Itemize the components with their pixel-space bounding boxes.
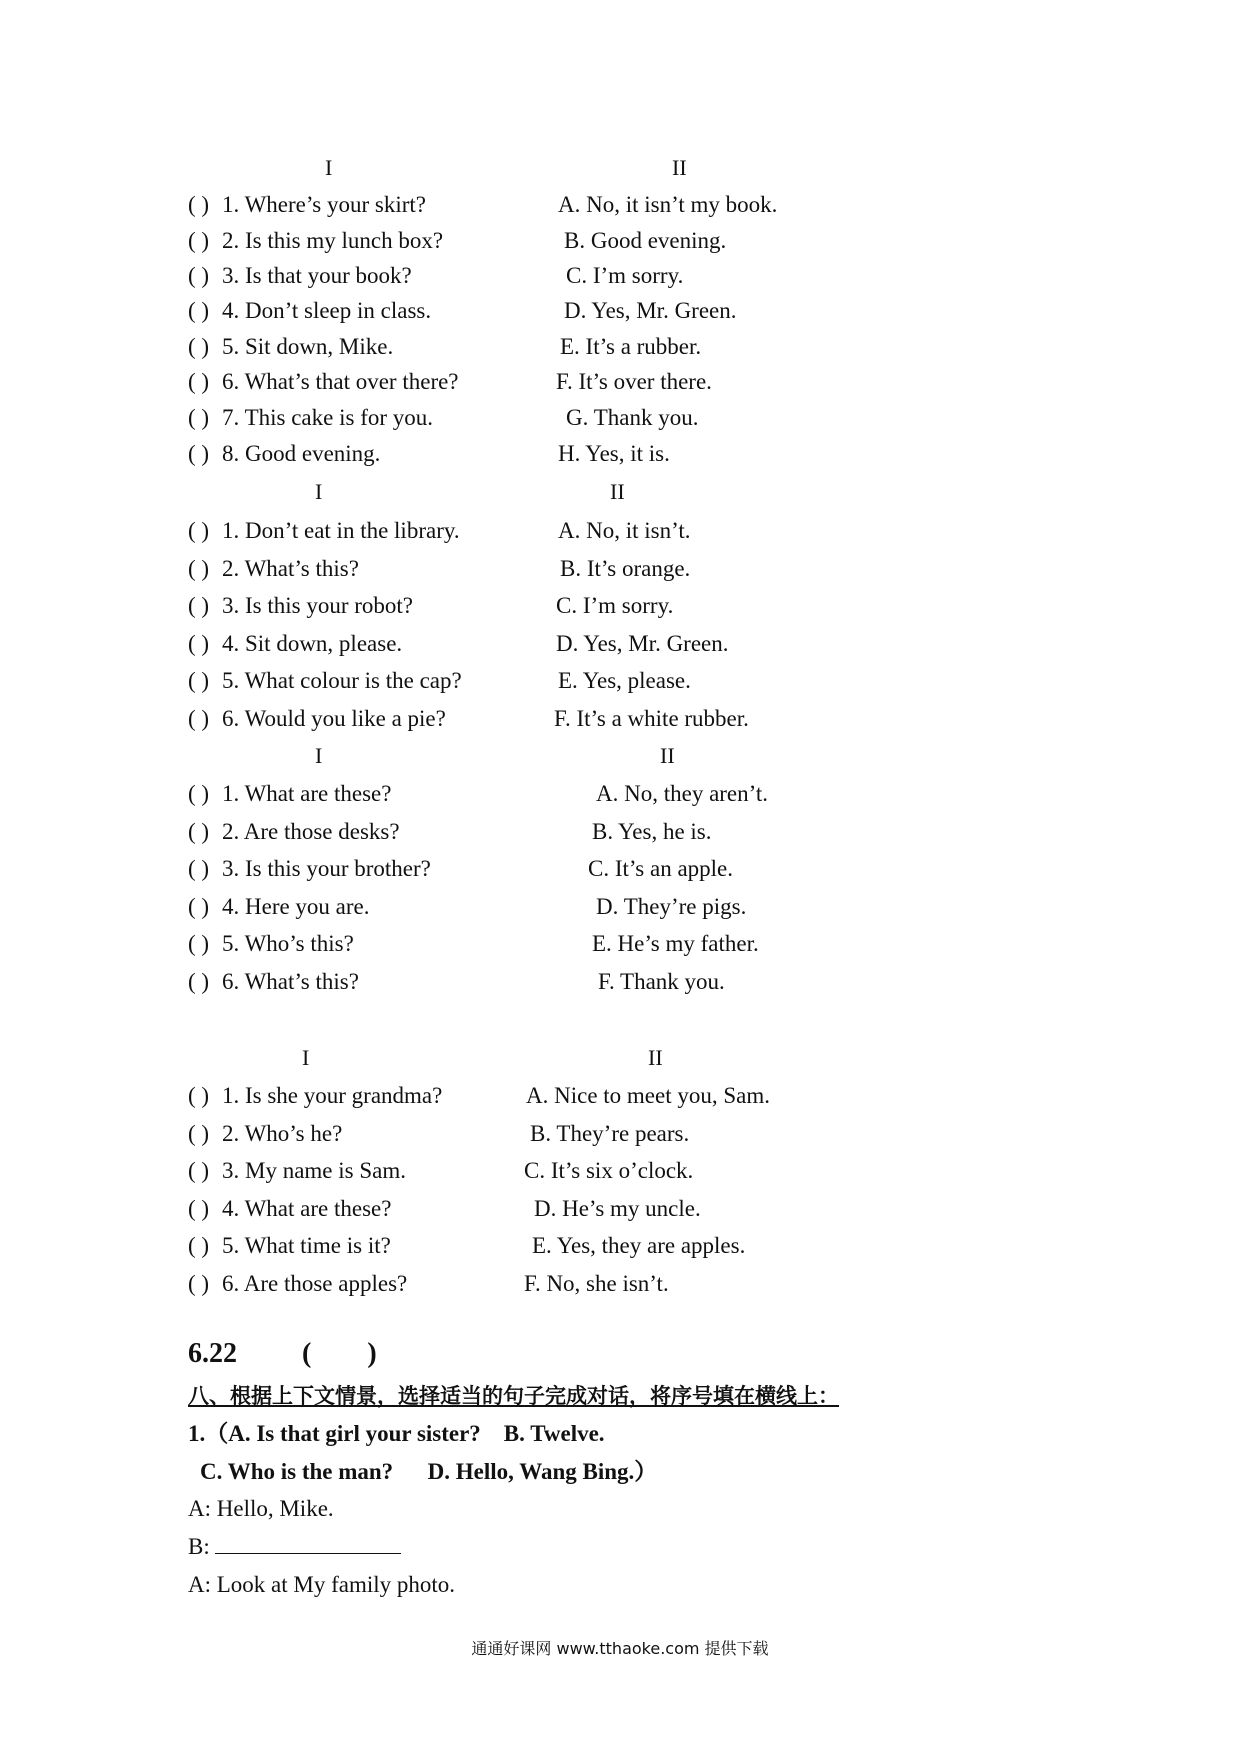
question-item: 5. Sit down, Mike. [222,334,394,359]
answer-blank: ( ) [188,228,210,253]
dialogue-line-a1: A: Hello, Mike. [188,1496,334,1521]
question-item: 5. What time is it? [222,1233,391,1258]
question-item: 4. What are these? [222,1196,392,1221]
answer-blank: ( ) [188,369,210,394]
question-item: 2. Who’s he? [222,1121,343,1146]
dialogue-answer-blank[interactable] [215,1533,401,1554]
answer-blank: ( ) [188,931,210,956]
question-item: 2. Are those desks? [222,819,400,844]
dialogue-speaker-b: B: [188,1534,210,1559]
answer-blank: ( ) [188,706,210,731]
question-item: 1. Don’t eat in the library. [222,518,460,543]
question-item: 3. Is this your brother? [222,856,431,881]
answer-option: B. It’s orange. [560,556,691,581]
answer-blank: ( ) [188,668,210,693]
answer-option: B. Yes, he is. [592,819,712,844]
question-item: 5. What colour is the cap? [222,668,462,693]
answer-option: H. Yes, it is. [558,441,670,466]
question-item: 6. Would you like a pie? [222,706,446,731]
column-header-i: I [325,155,333,180]
answer-blank: ( ) [188,1121,210,1146]
answer-option: C. It’s six o’clock. [524,1158,694,1183]
question-item: 6. What’s this? [222,969,359,994]
answer-option: E. Yes, please. [558,668,691,693]
answer-blank: ( ) [188,593,210,618]
part8-options-line1: 1.（A. Is that girl your sister? B. Twelve. [188,1421,605,1446]
dialogue-line-a2: A: Look at My family photo. [188,1572,456,1597]
part8-options-line2: C. Who is the man? D. Hello, Wang Bing.） [200,1459,658,1484]
answer-blank: ( ) [188,1196,210,1221]
answer-option: D. Yes, Mr. Green. [556,631,729,656]
question-item: 2. Is this my lunch box? [222,228,444,253]
answer-option: F. No, she isn’t. [524,1271,669,1296]
answer-blank: ( ) [188,1158,210,1183]
answer-blank: ( ) [188,441,210,466]
answer-blank: ( ) [188,894,210,919]
answer-option: C. I’m sorry. [556,593,674,618]
question-item: 1. Is she your grandma? [222,1083,443,1108]
question-item: 7. This cake is for you. [222,405,434,430]
answer-option: C. It’s an apple. [588,856,733,881]
answer-option: F. Thank you. [598,969,725,994]
answer-blank: ( ) [188,405,210,430]
answer-blank: ( ) [188,781,210,806]
answer-blank: ( ) [188,298,210,323]
answer-option: A. Nice to meet you, Sam. [526,1083,771,1108]
question-item: 3. Is this your robot? [222,593,414,618]
answer-option: F. It’s over there. [556,369,712,394]
answer-blank: ( ) [188,819,210,844]
answer-option: B. They’re pears. [530,1121,690,1146]
answer-option: G. Thank you. [566,405,699,430]
question-item: 4. Here you are. [222,894,370,919]
date-paren: ( ) [302,1338,377,1369]
answer-option: E. Yes, they are apples. [532,1233,746,1258]
answer-option: B. Good evening. [564,228,727,253]
question-item: 2. What’s this? [222,556,359,581]
column-header-i: I [315,479,323,504]
answer-option: C. I’m sorry. [566,263,684,288]
question-item: 4. Sit down, please. [222,631,403,656]
answer-option: A. No, they aren’t. [596,781,769,806]
answer-option: E. It’s a rubber. [560,334,702,359]
answer-option: D. They’re pigs. [596,894,747,919]
column-header-i: I [302,1045,310,1070]
answer-blank: ( ) [188,263,210,288]
question-item: 1. What are these? [222,781,392,806]
answer-option: E. He’s my father. [592,931,759,956]
answer-blank: ( ) [188,334,210,359]
answer-option: A. No, it isn’t my book. [558,192,778,217]
answer-blank: ( ) [188,1271,210,1296]
answer-blank: ( ) [188,192,210,217]
answer-blank: ( ) [188,556,210,581]
answer-option: D. Yes, Mr. Green. [564,298,737,323]
column-header-ii: II [610,479,625,504]
answer-blank: ( ) [188,969,210,994]
answer-blank: ( ) [188,1083,210,1108]
answer-blank: ( ) [188,518,210,543]
answer-option: D. He’s my uncle. [534,1196,701,1221]
footer-text: 通通好课网 www.tthaoke.com 提供下载 [471,1639,769,1658]
answer-option: F. It’s a white rubber. [554,706,749,731]
question-item: 3. Is that your book? [222,263,412,288]
dialogue-line-b1 [188,1533,401,1561]
question-item: 1. Where’s your skirt? [222,192,426,217]
column-header-i: I [315,743,323,768]
answer-option: A. No, it isn’t. [558,518,691,543]
date-label: 6.22 [188,1338,237,1369]
answer-blank: ( ) [188,1233,210,1258]
column-header-ii: II [660,743,675,768]
column-header-ii: II [672,155,687,180]
question-item: 4. Don’t sleep in class. [222,298,432,323]
answer-blank: ( ) [188,856,210,881]
question-item: 5. Who’s this? [222,931,354,956]
question-item: 3. My name is Sam. [222,1158,406,1183]
part8-title: 八、根据上下文情景，选择适当的句子完成对话，将序号填在横线上： [188,1384,839,1408]
column-header-ii: II [648,1045,663,1070]
question-item: 8. Good evening. [222,441,381,466]
question-item: 6. What’s that over there? [222,369,459,394]
answer-blank: ( ) [188,631,210,656]
question-item: 6. Are those apples? [222,1271,408,1296]
